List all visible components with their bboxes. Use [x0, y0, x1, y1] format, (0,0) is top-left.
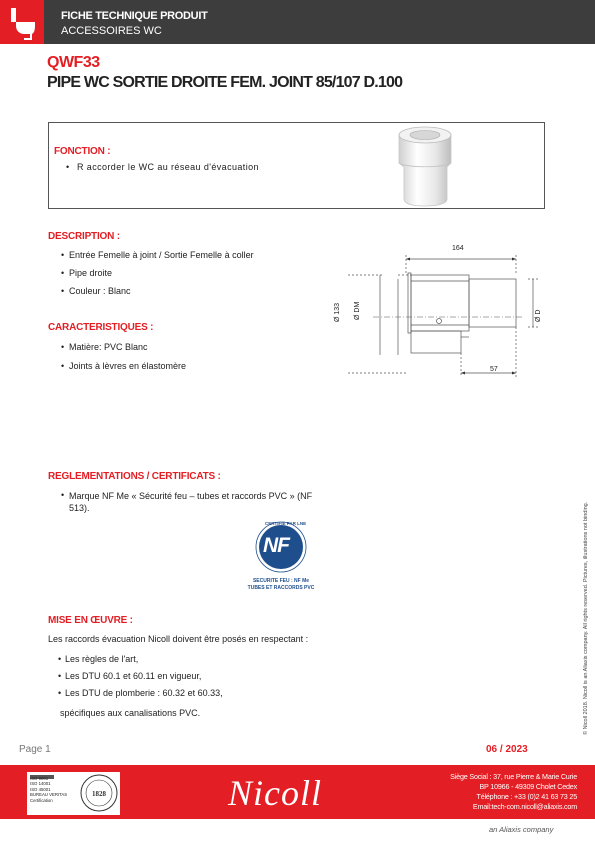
product-title: PIPE WC SORTIE DROITE FEM. JOINT 85/107 D.100: [47, 74, 403, 91]
nf-line-2: TUBES ET RACCORDS PVC: [247, 585, 315, 591]
description-item: Entrée Femelle à joint / Sortie Femelle à coller: [69, 250, 254, 260]
reglementations-heading: REGLEMENTATIONS / CERTIFICATS :: [48, 471, 221, 482]
reglementations-item: Marque NF Me « Sécurité feu – tubes et raccords PVC » (NF 513).: [69, 491, 313, 513]
mise-en-oeuvre-item: Les DTU 60.1 et 60.11 en vigueur,: [65, 671, 202, 681]
nf-arc-text: CERTIFIÉ PAR LNE: [265, 521, 307, 526]
bullet-icon: •: [61, 286, 65, 296]
dim-57: 57: [490, 366, 498, 373]
technical-drawing: [338, 245, 550, 385]
dim-133: Ø 133: [334, 302, 341, 322]
header-subtitle: ACCESSOIRES WC: [61, 25, 162, 37]
mise-en-oeuvre-item: Les DTU de plomberie : 60.32 et 60.33,: [65, 688, 223, 698]
fonction-heading: FONCTION :: [54, 146, 111, 157]
description-item: Couleur : Blanc: [69, 286, 131, 296]
description-heading: DESCRIPTION :: [48, 231, 120, 242]
nf-letters: NF: [263, 534, 289, 557]
mise-en-oeuvre-intro: Les raccords évacuation Nicoll doivent être posés en respectant :: [48, 634, 309, 644]
caracteristiques-heading: CARACTERISTIQUES :: [48, 322, 154, 333]
aliaxis-tagline: an Aliaxis company: [489, 825, 554, 834]
bullet-icon: •: [58, 688, 62, 698]
caracteristiques-item: Joints à lèvres en élastomère: [69, 361, 187, 371]
dim-d: Ø D: [535, 309, 542, 322]
bullet-icon: •: [61, 250, 65, 260]
bullet-icon: •: [66, 162, 70, 172]
fonction-item: R accorder le WC au réseau d'évacuation: [77, 162, 259, 172]
bullet-icon: •: [61, 268, 65, 278]
mise-en-oeuvre-outro: spécifiques aux canalisations PVC.: [60, 708, 201, 718]
document-date: 06 / 2023: [486, 744, 528, 755]
nicoll-logo: Nicoll: [228, 773, 322, 813]
mise-en-oeuvre-heading: MISE EN ŒUVRE :: [48, 615, 133, 626]
svg-text:1828: 1828: [92, 790, 106, 798]
bullet-icon: •: [61, 342, 65, 352]
product-photo: [393, 125, 457, 207]
caracteristiques-item: Matière: PVC Blanc: [69, 342, 148, 352]
dim-dm: Ø DM: [354, 301, 361, 320]
toilet-icon: [0, 0, 44, 44]
bullet-icon: •: [58, 671, 62, 681]
description-item: Pipe droite: [69, 268, 113, 278]
nf-line-1: SECURITE FEU : NF Me: [252, 578, 310, 584]
copyright-side-text: © Nicoll 2018. Nicoll is an Aliaxis company. All rights reserved. Pictures, illustrations not binding.: [583, 501, 589, 735]
bullet-icon: •: [61, 490, 65, 500]
bullet-icon: •: [58, 654, 62, 664]
header-bar: [0, 0, 595, 44]
mise-en-oeuvre-item: Les règles de l'art,: [65, 654, 139, 664]
product-code: QWF33: [47, 54, 100, 71]
page-number: Page 1: [19, 744, 51, 755]
cert-text: ISO 9001 ISO 14001 ISO 45001 BUREAU VERITAS Certification: [30, 776, 68, 803]
bullet-icon: •: [61, 361, 65, 371]
header-title: FICHE TECHNIQUE PRODUIT: [61, 10, 208, 22]
footer-address: Siège Social : 37, rue Pierre & Marie Curie BP 10966 - 49309 Cholet Cedex Téléphone : +33 (0)2 41 63 73 25 Email:tech-com.nicoll@aliaxis.com: [450, 772, 577, 811]
dim-164: 164: [452, 245, 464, 252]
